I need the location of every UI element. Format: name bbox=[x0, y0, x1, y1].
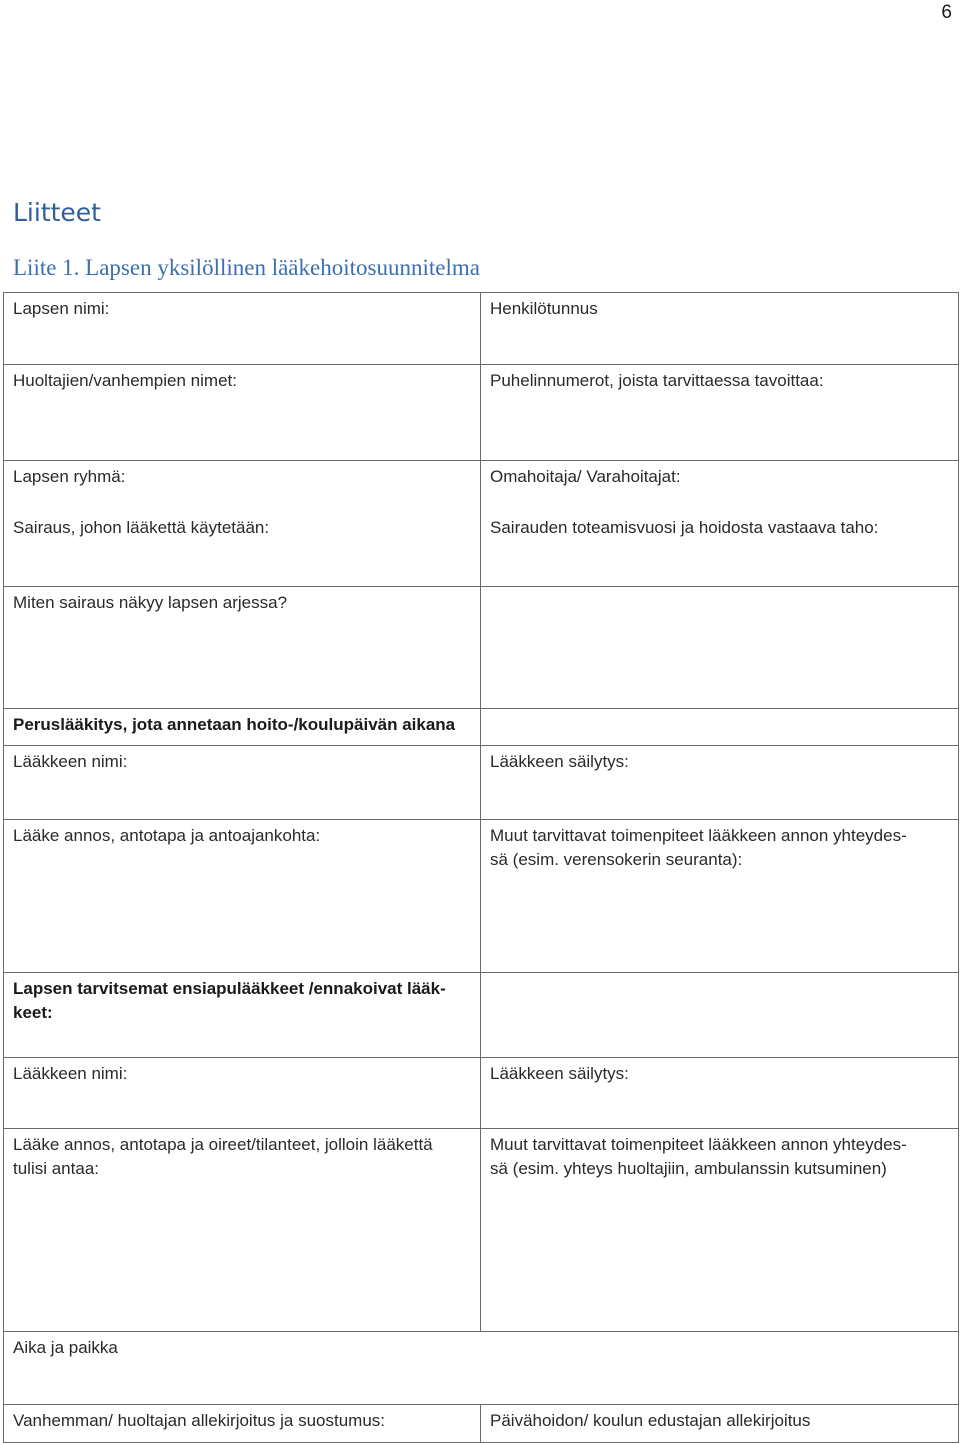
med-storage-2-field[interactable] bbox=[481, 1058, 959, 1129]
first-aid-header-cell bbox=[4, 973, 481, 1058]
page-subheading: Liite 1. Lapsen yksilöllinen lääkehoitosuunnitelma bbox=[13, 255, 480, 280]
illness-daily-life-field[interactable] bbox=[4, 587, 481, 709]
child-name-label: Lapsen nimi: bbox=[13, 299, 110, 318]
other-actions-1-field[interactable] bbox=[481, 820, 959, 973]
guardian-names-label: Huoltajien/vanhempien nimet: bbox=[13, 371, 237, 390]
group-illness-field[interactable] bbox=[4, 461, 481, 587]
other-actions-1-line2: sä (esim. verensokerin seuranta): bbox=[490, 850, 743, 869]
first-aid-header-line1: Lapsen tarvitsemat ensiapulääkkeet /ennakoivat lääk- bbox=[13, 979, 446, 998]
parent-signature-label: Vanhemman/ huoltajan allekirjoitus ja suostumus: bbox=[13, 1411, 385, 1430]
child-group-label: Lapsen ryhmä: bbox=[13, 467, 126, 486]
page-heading: Liitteet bbox=[13, 198, 101, 227]
med-name-1-field[interactable] bbox=[4, 746, 481, 820]
illness-year-label: Sairauden toteamisvuosi ja hoidosta vastaava taho: bbox=[490, 518, 879, 537]
med-name-1-label: Lääkkeen nimi: bbox=[13, 752, 128, 771]
med-name-2-label: Lääkkeen nimi: bbox=[13, 1064, 128, 1083]
time-place-label: Aika ja paikka bbox=[13, 1338, 118, 1357]
phone-numbers-field[interactable] bbox=[481, 365, 959, 461]
parent-signature-field[interactable] bbox=[4, 1405, 481, 1443]
first-aid-header-line2: keet: bbox=[13, 1003, 53, 1022]
other-actions-2-line1: Muut tarvittavat toimenpiteet lääkkeen annon yhteydes- bbox=[490, 1135, 907, 1154]
first-aid-header-empty bbox=[481, 973, 959, 1058]
personal-id-field[interactable] bbox=[481, 293, 959, 365]
illness-daily-life-answer[interactable] bbox=[481, 587, 959, 709]
medication-plan-form bbox=[3, 292, 959, 1443]
dose-2-line2: tulisi antaa: bbox=[13, 1159, 99, 1178]
basic-medication-header-cell bbox=[4, 709, 481, 746]
other-actions-2-field[interactable] bbox=[481, 1129, 959, 1332]
school-signature-label: Päivähoidon/ koulun edustajan allekirjoitus bbox=[490, 1411, 811, 1430]
illness-daily-life-label: Miten sairaus näkyy lapsen arjessa? bbox=[13, 593, 288, 612]
dose-1-label: Lääke annos, antotapa ja antoajankohta: bbox=[13, 826, 321, 845]
dose-2-field[interactable] bbox=[4, 1129, 481, 1332]
nurses-year-field[interactable] bbox=[481, 461, 959, 587]
basic-medication-header: Peruslääkitys, jota annetaan hoito-/koulupäivän aikana bbox=[13, 715, 456, 734]
child-name-field[interactable] bbox=[4, 293, 481, 365]
dose-2-line1: Lääke annos, antotapa ja oireet/tilanteet, jolloin lääkettä bbox=[13, 1135, 433, 1154]
personal-id-label: Henkilötunnus bbox=[490, 299, 598, 318]
basic-medication-header-empty bbox=[481, 709, 959, 746]
med-storage-2-label: Lääkkeen säilytys: bbox=[490, 1064, 629, 1083]
school-signature-field[interactable] bbox=[481, 1405, 959, 1443]
page-number: 6 bbox=[941, 2, 952, 23]
primary-nurses-label: Omahoitaja/ Varahoitajat: bbox=[490, 467, 681, 486]
illness-label: Sairaus, johon lääkettä käytetään: bbox=[13, 518, 270, 537]
time-place-field[interactable] bbox=[4, 1332, 959, 1405]
med-storage-1-field[interactable] bbox=[481, 746, 959, 820]
med-storage-1-label: Lääkkeen säilytys: bbox=[490, 752, 629, 771]
other-actions-1-line1: Muut tarvittavat toimenpiteet lääkkeen annon yhteydes- bbox=[490, 826, 907, 845]
guardian-names-field[interactable] bbox=[4, 365, 481, 461]
phone-numbers-label: Puhelinnumerot, joista tarvittaessa tavoittaa: bbox=[490, 371, 824, 390]
other-actions-2-line2: sä (esim. yhteys huoltajiin, ambulanssin kutsuminen) bbox=[490, 1159, 887, 1178]
dose-1-field[interactable] bbox=[4, 820, 481, 973]
med-name-2-field[interactable] bbox=[4, 1058, 481, 1129]
